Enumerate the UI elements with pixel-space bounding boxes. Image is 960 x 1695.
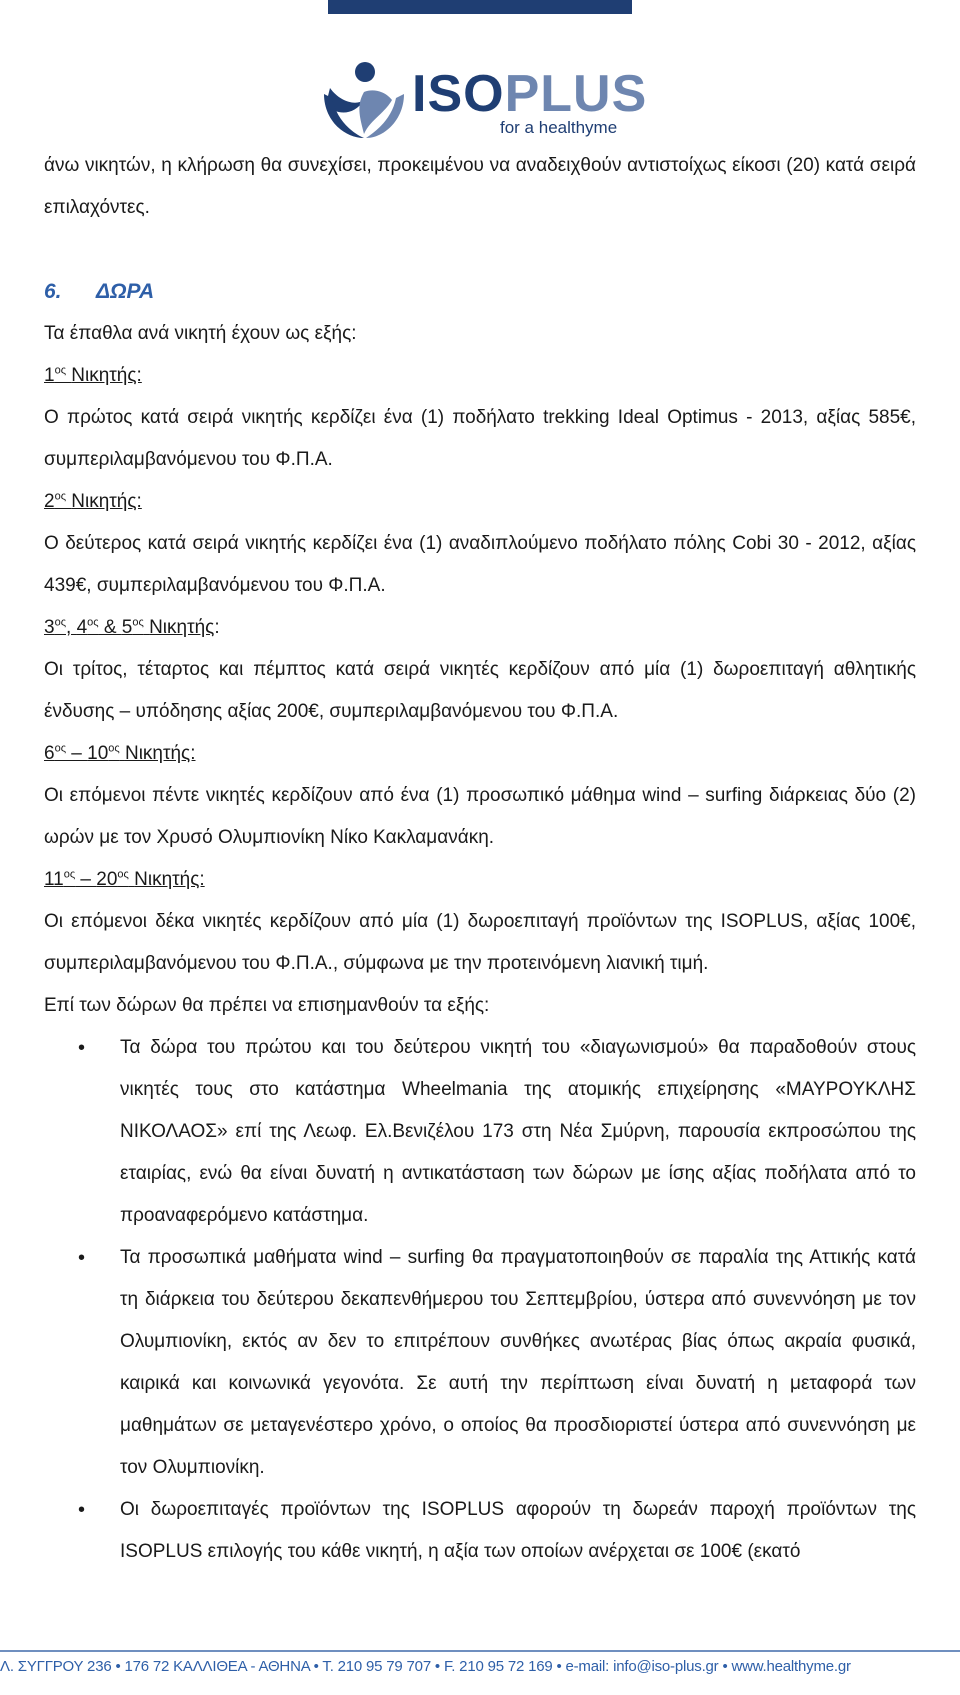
header-bar bbox=[328, 0, 632, 14]
logo-wordmark bbox=[412, 64, 647, 124]
section-heading bbox=[44, 271, 916, 313]
bullet-icon: • bbox=[78, 1499, 86, 1521]
winner-6-10-heading: $6^{o\varsigma} - 10^{o\varsigma}$ Νικητής: bbox=[44, 742, 196, 764]
isoplus-logo bbox=[320, 58, 648, 140]
logo-plus: PLUS bbox=[504, 65, 648, 123]
winner-2-heading: $2^{o\varsigma}$ Νικητής: bbox=[44, 490, 142, 512]
intro-paragraph: άνω νικητών, η κλήρωση θα συνεχίσει, προκειμένου να αναδειχθούν αντιστοίχως είκοσι (20) κατά σειρά επιλαχόντες. bbox=[44, 155, 916, 218]
notes-list bbox=[44, 1027, 916, 1573]
logo-tagline: for a healthyme bbox=[500, 118, 618, 137]
person-leaf-icon bbox=[320, 58, 408, 140]
winner-3-5-heading: $3^{o\varsigma}$, $4^{o\varsigma}$ & $5^{o\varsigma}$ Νικητής: bbox=[44, 616, 220, 638]
footer-divider bbox=[0, 1650, 960, 1652]
winner-6-10-text: Οι επόμενοι πέντε νικητές κερδίζουν από ένα (1) προσωπικό μάθημα wind – surfing διάρκειας δύο (2) ωρών με τον Χρυσό Ολυμπιονίκη Νίκο Κακλαμανάκη. bbox=[44, 785, 916, 848]
section-number: 6. bbox=[44, 280, 62, 303]
list-item: • Τα δώρα του πρώτου και του δεύτερου νικητή του «διαγωνισμού» θα παραδοθούν στους νικητές τους στο κατάστημα Wheelmania της ατομικής επιχείρησης «ΜΑΥΡΟΥΚΛΗΣ ΝΙΚΟΛΑΟΣ» επί της Λεωφ. Ελ.Βενιζέλου 173 στη Νέα Σμύρνη, παρουσία εκπροσώπου της εταιρίας, ενώ θα είναι δυνατή η αντικατάσταση των δώρων με ίσης αξίας ποδήλατα από το προαναφερόμενο κατάστημα. bbox=[44, 1027, 916, 1237]
prizes-intro: Τα έπαθλα ανά νικητή έχουν ως εξής: bbox=[44, 323, 357, 344]
bullet-icon: • bbox=[78, 1247, 86, 1269]
list-item: • Οι δωροεπιταγές προϊόντων της ISOPLUS αφορούν τη δωρεάν παροχή προϊόντων της ISOPLUS επιλογής του κάθε νικητή, η αξία των οποίων ανέρχεται σε 100€ (εκατό bbox=[44, 1489, 916, 1573]
notes-intro: Επί των δώρων θα πρέπει να επισημανθούν τα εξής: bbox=[44, 995, 490, 1016]
footer-contact: Λ. ΣΥΓΓΡΟΥ 236 • 176 72 ΚΑΛΛΙΘΕΑ - ΑΘΗΝΑ • Τ. 210 95 79 707 • F. 210 95 72 169 • e-mail: info@iso-plus.gr • www.healthyme.gr bbox=[0, 1658, 851, 1675]
winner-1-heading: $1^{o\varsigma}$ Νικητής: bbox=[44, 364, 142, 386]
winner-11-20-heading: $11^{o\varsigma} - 20^{o\varsigma}$ Νικητής: bbox=[44, 868, 205, 890]
winner-2-text: Ο δεύτερος κατά σειρά νικητής κερδίζει ένα (1) αναδιπλούμενο ποδήλατο πόλης Cobi 30 - 2012, αξίας 439€, συμπεριλαμβανόμενου του Φ.Π.Α. bbox=[44, 533, 916, 596]
logo-iso: ISO bbox=[412, 65, 505, 123]
section-title: ΔΩΡΑ bbox=[96, 280, 155, 303]
document-body bbox=[44, 145, 916, 1573]
list-item: • Τα προσωπικά μαθήματα wind – surfing θα πραγματοποιηθούν σε παραλία της Αττικής κατά τη διάρκεια του δεύτερου δεκαπενθήμερου του Σεπτεμβρίου, ύστερα από συνεννόηση με τον Ολυμπιονίκη, εκτός αν δεν το επιτρέπουν συνθήκες ανωτέρας βίας όπως ακραία φυσικά, καιρικά και κοινωνικά γεγονότα. Σε αυτή την περίπτωση είναι δυνατή η μεταφορά των μαθημάτων σε μεταγενέστερο χρόνο, ο οποίος θα προσδιοριστεί ύστερα από συνεννόηση με τον Ολυμπιονίκη. bbox=[44, 1237, 916, 1489]
winner-3-5-text: Οι τρίτος, τέταρτος και πέμπτος κατά σειρά νικητές κερδίζουν από μία (1) δωροεπιταγή αθλητικής ένδυσης – υπόδησης αξίας 200€, συμπεριλαμβανόμενου του Φ.Π.Α. bbox=[44, 659, 916, 722]
winner-11-20-text: Οι επόμενοι δέκα νικητές κερδίζουν από μία (1) δωροεπιταγή προϊόντων της ISOPLUS, αξίας 100€, συμπεριλαμβανόμενου του Φ.Π.Α., σύμφωνα με την προτεινόμενη λιανική τιμή. bbox=[44, 911, 916, 974]
winner-1-text: Ο πρώτος κατά σειρά νικητής κερδίζει ένα (1) ποδήλατο trekking Ideal Optimus - 2013, αξίας 585€, συμπεριλαμβανόμενου του Φ.Π.Α. bbox=[44, 407, 916, 470]
bullet-icon: • bbox=[78, 1037, 86, 1059]
